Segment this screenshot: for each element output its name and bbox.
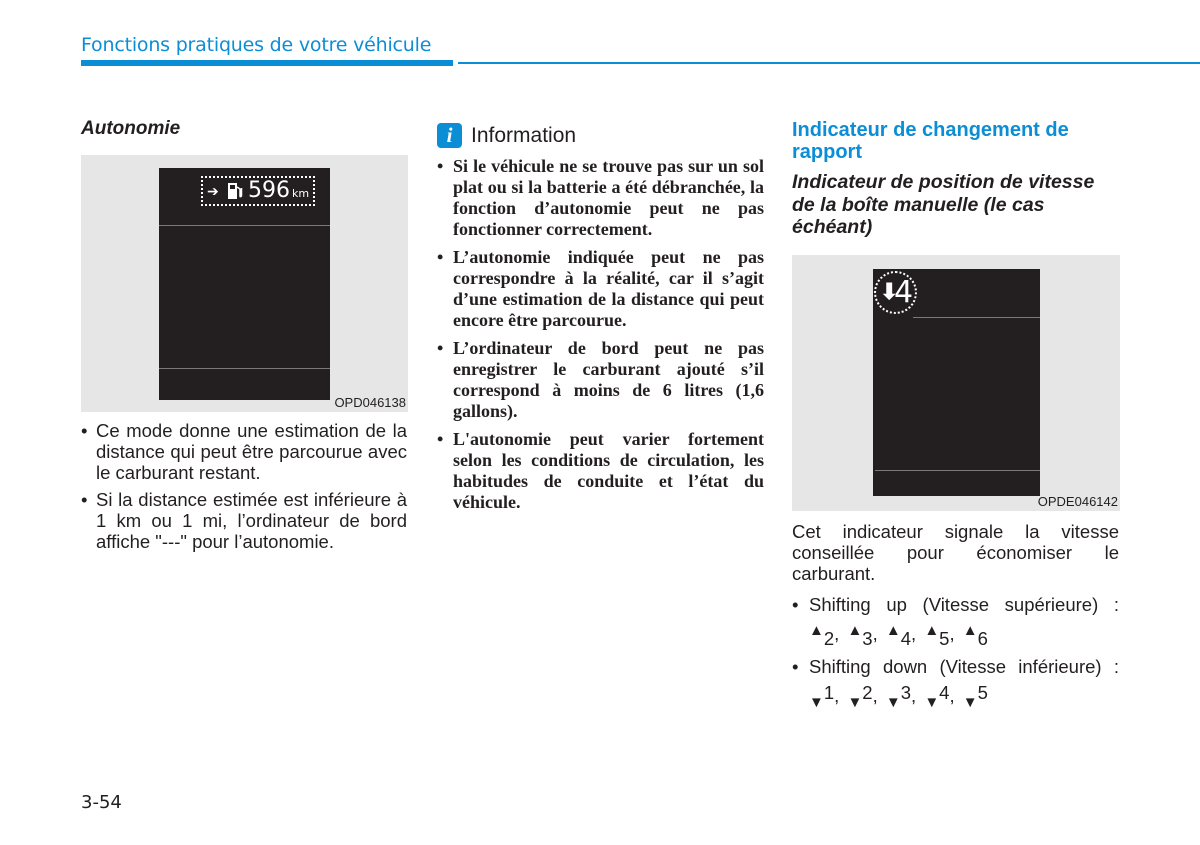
autonomie-figure [81, 155, 408, 412]
gear-number: 3 [900, 682, 912, 703]
gear-number: 1 [823, 682, 835, 703]
figure-caption: OPDE046142 [1037, 494, 1118, 509]
triangle-down-icon: ▼ [809, 694, 824, 711]
list-item: • Si la distance estimée est inférieure à 1 km ou 1 mi, l’ordinateur de bord affiche "---" pour l’autonomie. [81, 489, 407, 552]
list-item: • L'autonomie peut varier fortement selon les conditions de circulation, les habitudes de conduite et l’état du véhicule. [437, 429, 764, 513]
header-rule-thick [81, 60, 453, 66]
display-divider [913, 317, 1040, 318]
list-item: • L’autonomie indiquée peut ne pas correspondre à la réalité, car il s’agit d’une estimation de la distance qui peut encore être parcourue. [437, 247, 764, 331]
cluster-display [873, 269, 1040, 496]
triangle-down-icon: ▼ [847, 694, 863, 711]
triangle-down-icon: ▼ [962, 694, 978, 711]
shift-down-gears: $_▼$1, $_▼$2, $_▼$3, $_▼$4, $_▼$5 [809, 682, 988, 711]
triangle-down-icon: ▼ [885, 694, 901, 711]
header-rule-thin [458, 62, 1200, 64]
gear-number: 3 [862, 628, 873, 649]
figure-caption: OPD046138 [334, 395, 406, 410]
information-title: Information [471, 124, 577, 147]
shift-indicator-subheading: Indicateur de position de vitesse de la boîte manuelle (le cas échéant) [792, 171, 1095, 238]
triangle-up-icon: ▲ [809, 622, 824, 639]
autonomie-bullet-list [81, 420, 407, 558]
display-divider [875, 470, 1040, 471]
triangle-down-icon: ▼ [924, 694, 940, 711]
arrow-down-icon: ⬇ [880, 279, 899, 304]
gear-number: 2 [862, 682, 873, 703]
list-item: • Si le véhicule ne se trouve pas sur un sol plat ou si la batterie a été débranchée, la fonction d’autonomie peut ne pas fonctionner correctement. [437, 156, 764, 240]
fuel-pump-icon [227, 182, 243, 205]
range-value: 596 [248, 178, 290, 203]
section-header-title: Fonctions pratiques de votre véhicule [81, 34, 432, 56]
display-divider [159, 368, 330, 369]
shift-down-item [792, 656, 1119, 713]
autonomie-heading: Autonomie [81, 118, 181, 139]
info-icon: i [437, 123, 462, 148]
gear-number: 2 [823, 628, 835, 649]
gear-number: 6 [977, 628, 988, 649]
information-bullet-list [437, 156, 764, 520]
range-readout [201, 176, 315, 206]
gear-number: 5 [939, 628, 950, 649]
shift-up-label: • Shifting up (Vitesse supérieure) : [809, 594, 1119, 615]
display-divider [159, 225, 330, 226]
triangle-up-icon: ▲ [924, 622, 940, 639]
gear-value: 4 [894, 275, 914, 310]
triangle-up-icon: ▲ [962, 622, 978, 639]
shift-indicator-paragraph: Cet indicateur signale la vitesse conseillée pour économiser le carburant. [792, 521, 1119, 584]
range-unit: km [292, 187, 310, 200]
gear-number: 4 [939, 682, 950, 703]
shift-up-item [792, 594, 1119, 649]
shift-indicator-heading: Indicateur de changement de rapport [792, 119, 1069, 163]
gear-number: 4 [900, 628, 912, 649]
arrow-right-icon: ➔ [207, 183, 219, 199]
cluster-display [159, 168, 330, 400]
shift-down-label: • Shifting down (Vitesse inférieure) : [809, 656, 1119, 677]
list-item: • L’ordinateur de bord peut ne pas enregistrer le carburant ajouté s’il correspond à moins de 6 litres (1,6 gallons). [437, 338, 764, 422]
gear-indicator [874, 271, 917, 314]
list-item: • Ce mode donne une estimation de la distance qui peut être parcourue avec le carburant restant. [81, 420, 407, 483]
triangle-up-icon: ▲ [885, 622, 901, 639]
triangle-up-icon: ▲ [847, 622, 863, 639]
page-number: 3-54 [81, 792, 122, 813]
shift-up-gears: ▲2, ▲3, ▲4, ▲5, ▲6 [809, 622, 988, 649]
gear-number: 5 [977, 682, 988, 703]
shift-indicator-figure [792, 255, 1120, 511]
shift-bullet-list [792, 594, 1119, 720]
